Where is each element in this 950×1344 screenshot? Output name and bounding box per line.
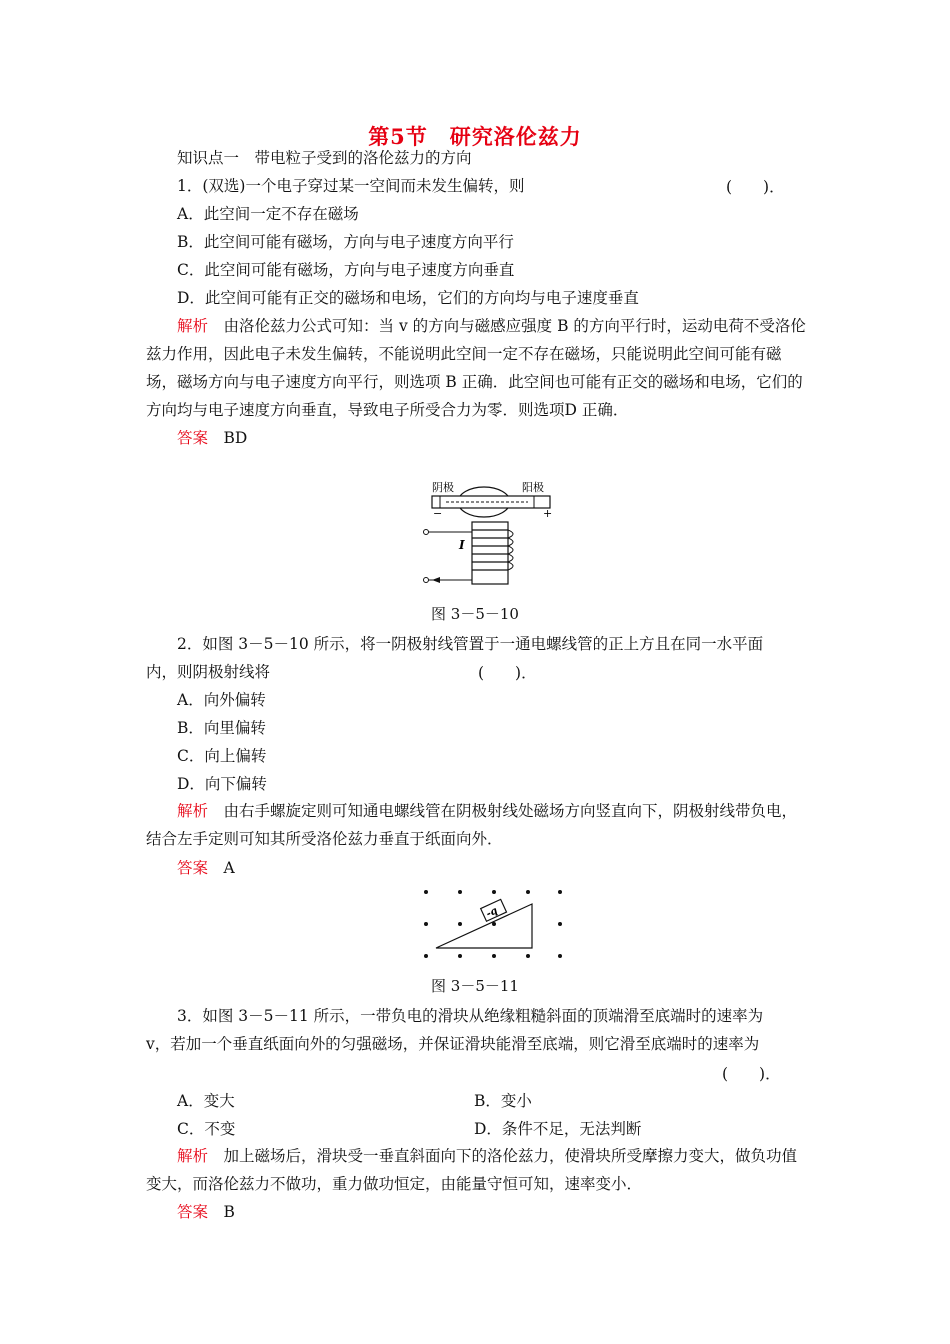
q3-analysis-label: 解析 (177, 1147, 209, 1165)
q3-stem-line2: v，若加一个垂直纸面向外的匀强磁场，并保证滑块能滑至底端，则它滑至底端时的速率为 (146, 1035, 760, 1053)
q1-answer-label: 答案 (177, 429, 209, 447)
incline-magnetic-field-figure (418, 884, 568, 964)
cathode-ray-tube-figure (410, 478, 560, 590)
minus-sign: − (433, 507, 443, 520)
q1-analysis (146, 312, 806, 424)
plus-sign: + (543, 507, 553, 520)
q3-option-a: A．变大 (177, 1092, 235, 1110)
solenoid-coil-loops (508, 530, 513, 570)
slider-charge-label: -q (484, 905, 500, 921)
q2-analysis (146, 797, 806, 853)
q3-answer-label: 答案 (177, 1203, 209, 1221)
q3-option-b: B．变小 (474, 1092, 532, 1110)
q2-option-a: A．向外偏转 (177, 691, 266, 709)
figure-caption-3-5-11: 图 3－5－11 (431, 977, 519, 995)
solenoid-core (472, 522, 508, 584)
q3-option-d: D．条件不足，无法判断 (474, 1120, 642, 1138)
terminal-top (424, 530, 429, 535)
q2-answer-text: A (223, 859, 235, 877)
q2-option-b: B．向里偏转 (177, 719, 266, 737)
q3-blank: ( )． (722, 1065, 781, 1083)
q3-option-c: C．不变 (177, 1120, 236, 1138)
q1-analysis-text: 由洛伦兹力公式可知：当 v 的方向与磁感应强度 B 的方向平行时，运动电荷不受洛伦兹力作用，因此电子未发生偏转，不能说明此空间一定不存在磁场，只能说明此空间可能有磁场，磁场方向与电子速度方向平行，则选项 B 正确．此空间也可能有正交的磁场和电场，它们的方向均与电子速度方向垂直，导致电子所受合力为零．则选项D 正确． (146, 317, 806, 419)
q2-answer (177, 856, 235, 878)
section-heading: 知识点一 带电粒子受到的洛伦兹力的方向 (177, 149, 472, 167)
q1-blank: ( )． (726, 178, 785, 196)
q3-answer-text: B (223, 1203, 235, 1221)
q2-option-c: C．向上偏转 (177, 747, 267, 765)
current-label: I (459, 538, 465, 552)
q3-stem-line1: 3．如图 3－5－11 所示，一带负电的滑块从绝缘粗糙斜面的顶端滑至底端时的速率为 (177, 1007, 764, 1025)
q1-stem: 1．(双选)一个电子穿过某一空间而未发生偏转，则 (177, 177, 525, 195)
terminal-bottom (424, 578, 429, 583)
q2-option-d: D．向下偏转 (177, 775, 267, 793)
q2-blank: ( )． (478, 664, 537, 682)
q2-stem-line1: 2．如图 3－5－10 所示，将一阴极射线管置于一通电螺线管的正上方且在同一水平面 (177, 635, 764, 653)
current-arrow-icon (432, 577, 440, 583)
q3-analysis (146, 1142, 806, 1198)
q2-analysis-label: 解析 (177, 802, 209, 820)
q1-option-a: A．此空间一定不存在磁场 (177, 205, 359, 223)
figure-caption-3-5-10: 图 3－5－10 (431, 605, 519, 623)
q1-option-c: C．此空间可能有磁场，方向与电子速度方向垂直 (177, 261, 515, 279)
q2-analysis-text: 由右手螺旋定则可知通电螺线管在阴极射线处磁场方向竖直向下，阴极射线带负电，结合左手定则可知其所受洛伦兹力垂直于纸面向外． (146, 802, 798, 848)
q1-option-d: D．此空间可能有正交的磁场和电场，它们的方向均与电子速度垂直 (177, 289, 639, 307)
cathode-label: 阴极 (432, 481, 454, 494)
q2-answer-label: 答案 (177, 859, 209, 877)
q1-analysis-label: 解析 (177, 317, 209, 335)
q1-answer-text: BD (223, 429, 248, 447)
q1-option-b: B．此空间可能有磁场，方向与电子速度方向平行 (177, 233, 514, 251)
page-title: 第5节 研究洛伦兹力 (368, 124, 582, 149)
q2-stem-line2: 内，则阴极射线将 (146, 663, 271, 681)
q1-answer (177, 426, 247, 448)
q3-analysis-text: 加上磁场后，滑块受一垂直斜面向下的洛伦兹力，使滑块所受摩擦力变大，做负功值变大，而洛伦兹力不做功，重力做功恒定，由能量守恒可知，速率变小． (146, 1147, 798, 1193)
solenoid-windings (472, 530, 508, 570)
q3-answer (177, 1200, 235, 1222)
anode-label: 阳极 (522, 481, 544, 494)
